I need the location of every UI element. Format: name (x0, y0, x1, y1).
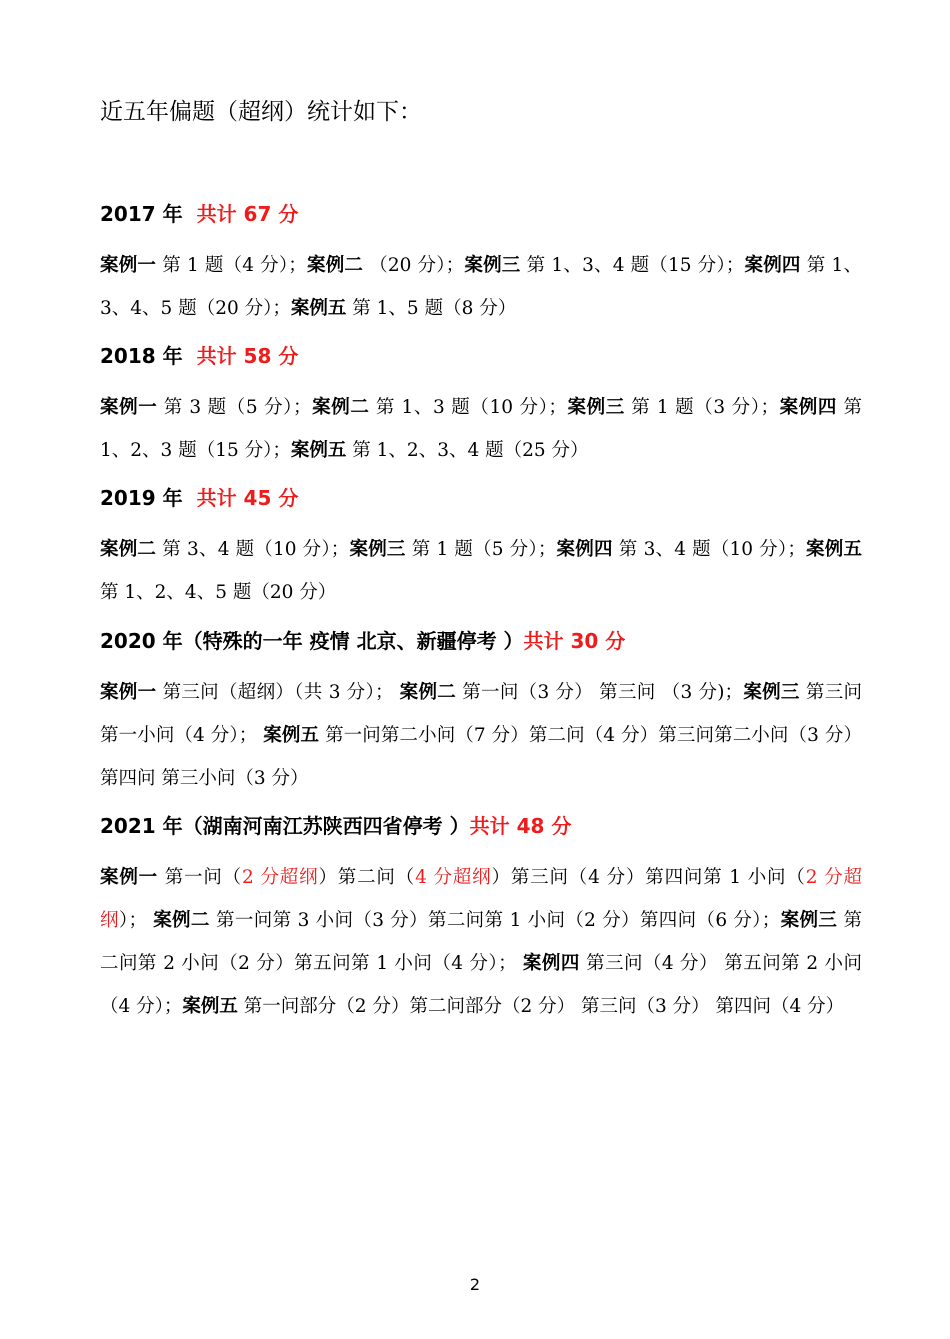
case-label: 案例五 (805, 539, 862, 560)
year-note: （湖南河南江苏陕西四省停考 ） (182, 814, 470, 838)
case-label: 案例一 (100, 397, 158, 418)
case-detail: 第 1、5 题（8 分） (346, 298, 517, 319)
case-label: 案例二 (311, 397, 370, 418)
year-total: 共计 58 分 (196, 344, 299, 368)
out-of-scope-mark: 4 分超纲 (415, 867, 492, 888)
case-label: 案例三 (780, 910, 838, 931)
section-body-2021 (100, 856, 862, 1028)
year-label: 2020 年 (100, 629, 183, 653)
case-detail: 第一问第二小问（7 分）第二问（4 分）第三问第二小问（3 分） 第四问 第三小问（3 分） (100, 725, 862, 789)
case-detail: 第三问第一小问（4 分）； (100, 682, 862, 746)
case-label: 案例五 (290, 440, 347, 461)
case-label: 案例二 (153, 910, 210, 931)
case-detail: 第 1、3、4、5 题（20 分）； (100, 255, 862, 319)
case-label: 案例三 (349, 539, 406, 560)
page-number: 2 (469, 1275, 481, 1294)
case-detail: 第 1、3、4 题（15 分）； (520, 255, 745, 276)
case-label: 案例四 (556, 539, 613, 560)
page-title: 近五年偏题（超纲）统计如下： (100, 99, 422, 125)
case-detail: 第三问（超纲）（共 3 分）； (156, 682, 400, 703)
case-detail-part: 第一问（ (157, 867, 242, 888)
case-label: 案例五 (263, 725, 320, 746)
case-detail: 第 1、2、3、4 题（25 分） (346, 440, 589, 461)
case-detail: 第 1 题（3 分）； (624, 397, 780, 418)
case-detail-part: ）第二问（ (318, 867, 416, 888)
case-detail-part: ）； (118, 910, 154, 931)
year-total: 共计 30 分 (523, 629, 626, 653)
out-of-scope-mark: 2 分超纲 (241, 867, 319, 888)
case-label: 案例一 (100, 255, 157, 276)
section-body-2020 (100, 671, 862, 800)
year-heading-2021 (100, 810, 571, 842)
case-detail: （20 分）； (363, 255, 465, 276)
year-label: 2019 年 (100, 486, 183, 510)
case-detail: 第 1 题（5 分）； (405, 539, 557, 560)
case-detail: 第三问（4 分） 第五问第 2 小问（4 分）； (100, 953, 862, 1017)
case-detail-part: ）第三问（4 分）第四问第 1 小问（ (491, 867, 806, 888)
case-detail: 第 3 题（5 分）； (157, 397, 312, 418)
case-label: 案例二 (100, 539, 157, 560)
case-detail: 第 1、3 题（10 分）； (369, 397, 567, 418)
out-of-scope-mark: 2 分超纲 (100, 867, 863, 931)
section-body-2017 (100, 244, 862, 330)
year-total: 共计 45 分 (196, 486, 299, 510)
case-detail: 第 1 题（4 分）； (156, 255, 307, 276)
case-label: 案例四 (744, 255, 801, 276)
case-detail: 第 3、4 题（10 分）； (156, 539, 350, 560)
case-detail: 第一问（3 分） 第三问 （3 分)； (456, 682, 744, 703)
year-note: （特殊的一年 疫情 北京、新疆停考 ） (182, 629, 524, 653)
year-label: 2021 年 (100, 814, 183, 838)
case-label: 案例五 (182, 996, 238, 1017)
case-detail: 第 1、2、3 题（15 分）； (100, 397, 862, 461)
case-label: 案例二 (306, 255, 364, 276)
case-detail: 第 3、4 题（10 分）； (612, 539, 806, 560)
section-body-2019 (100, 528, 862, 614)
case-label: 案例三 (566, 397, 625, 418)
case-label: 案例一 (100, 867, 158, 888)
year-label: 2018 年 (100, 344, 183, 368)
case-detail: 第一问部分（2 分）第二问部分（2 分） 第三问（3 分） 第四问（4 分） (237, 996, 845, 1017)
case-label: 案例二 (399, 682, 457, 703)
case-detail: 第 1、2、4、5 题（20 分） (100, 582, 337, 603)
case-label: 案例五 (290, 298, 347, 319)
year-total: 共计 67 分 (196, 202, 299, 226)
year-heading-2018 (100, 340, 298, 372)
year-heading-2020 (100, 625, 625, 657)
case-label: 案例四 (522, 953, 580, 974)
case-label: 案例四 (779, 397, 837, 418)
case-label: 案例一 (100, 682, 157, 703)
year-heading-2019 (100, 482, 298, 514)
section-body-2018 (100, 386, 862, 472)
year-total: 共计 48 分 (469, 814, 572, 838)
case-detail: 第二问第 2 小问（2 分）第五问第 1 小问（4 分）； (100, 910, 862, 974)
case-detail: 第一问第 3 小问（3 分）第二问第 1 小问（2 分）第四问（6 分）； (209, 910, 781, 931)
case-label: 案例三 (464, 255, 521, 276)
case-label: 案例三 (743, 682, 800, 703)
year-label: 2017 年 (100, 202, 183, 226)
year-heading-2017 (100, 198, 298, 230)
